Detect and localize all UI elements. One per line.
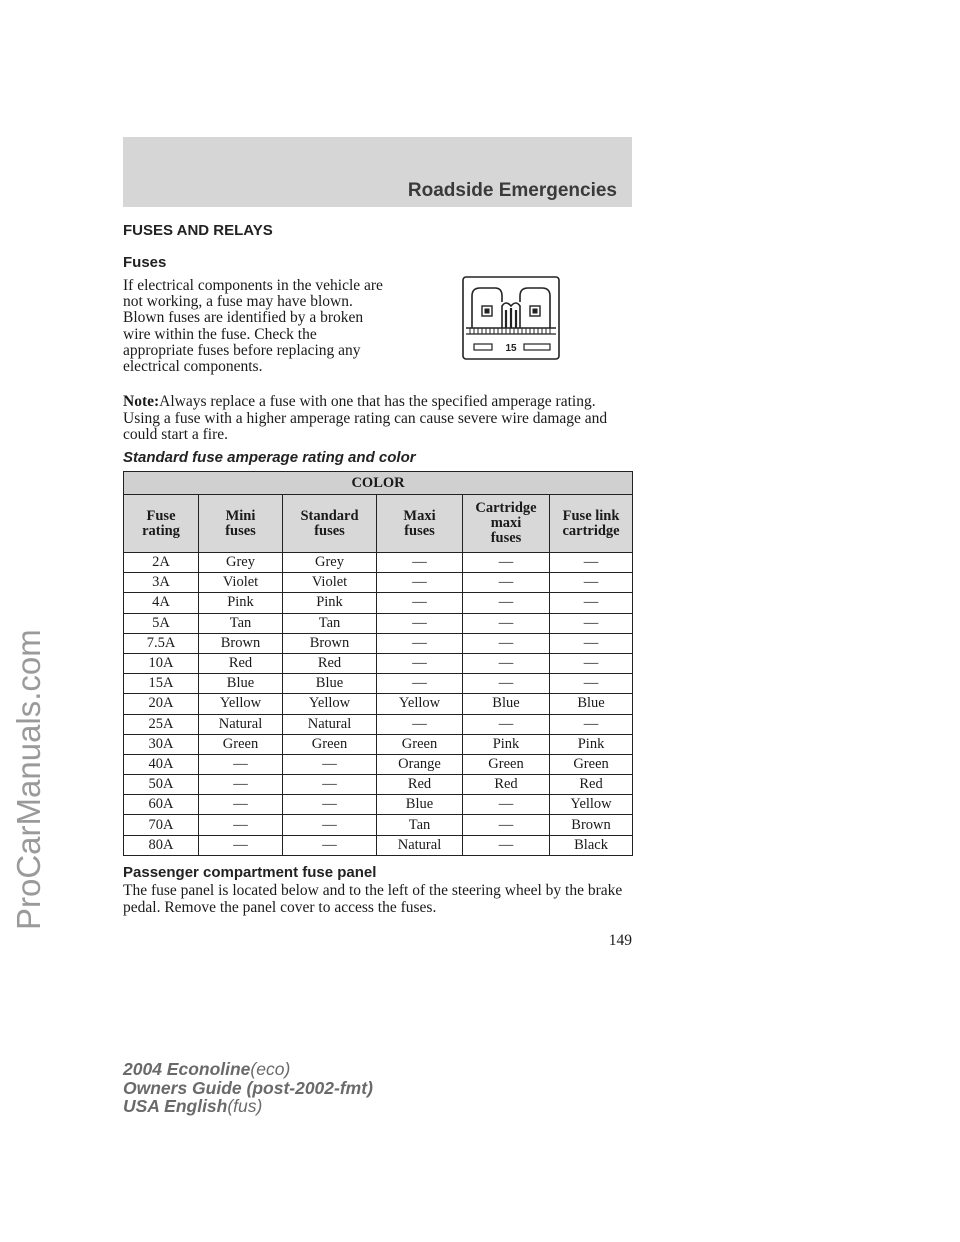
column-header: [550, 495, 633, 553]
table-cell: 3A: [124, 573, 199, 593]
table-cell: —: [463, 714, 550, 734]
column-header-line: fuses: [490, 530, 522, 546]
column-header: [463, 495, 550, 553]
column-header-line: fuses: [404, 522, 435, 539]
table-cell: Tan: [199, 613, 283, 633]
table-cell: —: [283, 795, 377, 815]
table-cell: —: [550, 593, 633, 613]
table-cell: —: [463, 795, 550, 815]
table-row: [124, 795, 633, 815]
table-cell: Pink: [283, 593, 377, 613]
table-cell: —: [550, 553, 633, 573]
column-header: [199, 495, 283, 553]
column-header-line: maxi: [490, 515, 522, 531]
table-cell: —: [377, 714, 463, 734]
table-cell: —: [199, 815, 283, 835]
table-cell: 70A: [124, 815, 199, 835]
table-cell: 30A: [124, 734, 199, 754]
table-cell: —: [550, 714, 633, 734]
table-cell: —: [283, 754, 377, 774]
table-cell: —: [550, 653, 633, 673]
table-title: Standard fuse amperage rating and color: [123, 449, 416, 466]
table-row: [124, 653, 633, 673]
table-row: [124, 775, 633, 795]
table-cell: —: [463, 633, 550, 653]
column-header-line: rating: [142, 522, 180, 539]
table-cell: —: [463, 653, 550, 673]
table-row: [124, 835, 633, 855]
table-cell: Natural: [199, 714, 283, 734]
table-cell: Blue: [199, 674, 283, 694]
section-title: Roadside Emergencies: [407, 180, 617, 201]
column-header-line: Standard: [300, 507, 359, 524]
table-cell: 25A: [124, 714, 199, 734]
fuse-color-table: [123, 471, 633, 856]
table-cell: —: [377, 593, 463, 613]
table-cell: —: [550, 613, 633, 633]
table-cell: 2A: [124, 553, 199, 573]
fuse-icon: [462, 276, 560, 360]
table-cell: —: [463, 613, 550, 633]
table-cell: Brown: [283, 633, 377, 653]
table-cell: Pink: [463, 734, 550, 754]
column-header: [124, 495, 199, 553]
table-cell: —: [463, 593, 550, 613]
footer-language-code: (fus): [227, 1096, 263, 1116]
table-cell: Red: [377, 775, 463, 795]
table-cell: 10A: [124, 653, 199, 673]
table-cell: Green: [199, 734, 283, 754]
table-cell: Blue: [377, 795, 463, 815]
table-cell: 60A: [124, 795, 199, 815]
column-header-line: Fuse: [146, 507, 176, 524]
table-cell: Blue: [550, 694, 633, 714]
table-cell: 80A: [124, 835, 199, 855]
table-cell: —: [283, 775, 377, 795]
table-cell: 15A: [124, 674, 199, 694]
table-cell: Brown: [550, 815, 633, 835]
table-cell: 4A: [124, 593, 199, 613]
table-cell: —: [199, 775, 283, 795]
footer: [123, 1060, 373, 1116]
fuses-subheading: Fuses: [123, 254, 167, 271]
table-cell: Violet: [283, 573, 377, 593]
passenger-paragraph: The fuse panel is located below and to the left of the steering wheel by the brake pedal. Remove the panel cover to access the fuses.: [123, 882, 623, 916]
color-group-header: COLOR: [124, 472, 633, 495]
table-row: [124, 694, 633, 714]
table-cell: —: [377, 573, 463, 593]
column-header-line: Fuse link: [562, 507, 620, 524]
table-cell: 50A: [124, 775, 199, 795]
note-paragraph: [123, 394, 633, 444]
column-header: [283, 495, 377, 553]
table-cell: Blue: [283, 674, 377, 694]
table-cell: —: [377, 613, 463, 633]
table-cell: —: [550, 633, 633, 653]
table-cell: —: [463, 553, 550, 573]
table-cell: Orange: [377, 754, 463, 774]
table-cell: —: [283, 835, 377, 855]
footer-model-code: (eco): [250, 1059, 291, 1079]
table-cell: —: [377, 653, 463, 673]
column-header-line: cartridge: [562, 522, 620, 539]
table-row: [124, 633, 633, 653]
table-cell: Green: [283, 734, 377, 754]
table-cell: —: [377, 553, 463, 573]
passenger-subheading: Passenger compartment fuse panel: [123, 864, 377, 881]
table-cell: Grey: [283, 553, 377, 573]
table-cell: Green: [377, 734, 463, 754]
table-cell: —: [463, 815, 550, 835]
table-cell: Pink: [550, 734, 633, 754]
table-cell: Natural: [283, 714, 377, 734]
table-row: [124, 553, 633, 573]
table-row: [124, 593, 633, 613]
table-cell: —: [199, 754, 283, 774]
table-row: [124, 674, 633, 694]
table-cell: 5A: [124, 613, 199, 633]
intro-paragraph: If electrical components in the vehicle are not working, a fuse may have blown. Blown fuses are identified by a broken wire within the fuse. Check the appropriate fuses before replacing any electrical components.: [123, 277, 383, 376]
table-cell: Red: [463, 775, 550, 795]
table-cell: —: [550, 573, 633, 593]
table-cell: Natural: [377, 835, 463, 855]
table-cell: Yellow: [199, 694, 283, 714]
table-cell: Pink: [199, 593, 283, 613]
footer-language: USA English: [123, 1096, 228, 1116]
column-header-line: Cartridge: [475, 500, 537, 516]
table-cell: —: [550, 674, 633, 694]
note-label: Note:: [123, 393, 160, 410]
table-cell: Yellow: [377, 694, 463, 714]
table-cell: Tan: [283, 613, 377, 633]
table-row: [124, 714, 633, 734]
table-row: [124, 754, 633, 774]
table-cell: Green: [463, 754, 550, 774]
column-header-line: fuses: [225, 522, 256, 539]
table-cell: 40A: [124, 754, 199, 774]
note-body: Always replace a fuse with one that has the specified amperage rating. Using a fuse with a higher amperage rating can cause severe wire damage and could start a fire.: [123, 393, 608, 443]
table-cell: Red: [550, 775, 633, 795]
table-cell: Red: [199, 653, 283, 673]
page-heading: FUSES AND RELAYS: [123, 222, 273, 239]
table-row: [124, 815, 633, 835]
table-cell: —: [199, 835, 283, 855]
column-header: [377, 495, 463, 553]
table-row: [124, 613, 633, 633]
fuse-rating-label: 15: [505, 343, 517, 354]
table-cell: —: [199, 795, 283, 815]
watermark: ProCarManuals.com: [10, 629, 47, 930]
table-cell: 7.5A: [124, 633, 199, 653]
table-cell: Yellow: [283, 694, 377, 714]
column-header-line: Mini: [225, 507, 256, 524]
table-cell: Brown: [199, 633, 283, 653]
table-cell: —: [283, 815, 377, 835]
table-cell: Violet: [199, 573, 283, 593]
column-header-line: fuses: [314, 522, 345, 539]
table-cell: Red: [283, 653, 377, 673]
table-cell: Blue: [463, 694, 550, 714]
table-cell: Grey: [199, 553, 283, 573]
table-cell: —: [377, 633, 463, 653]
page-number: 149: [608, 932, 632, 949]
table-row: [124, 573, 633, 593]
table-row: [124, 734, 633, 754]
table-cell: Tan: [377, 815, 463, 835]
footer-model: 2004 Econoline: [123, 1059, 251, 1079]
table-cell: Yellow: [550, 795, 633, 815]
column-header-line: Maxi: [403, 507, 436, 524]
footer-guide: Owners Guide (post-2002-fmt): [123, 1077, 373, 1098]
table-cell: —: [463, 835, 550, 855]
table-cell: —: [463, 573, 550, 593]
table-cell: Black: [550, 835, 633, 855]
table-cell: —: [463, 674, 550, 694]
table-cell: —: [377, 674, 463, 694]
table-cell: Green: [550, 754, 633, 774]
table-cell: 20A: [124, 694, 199, 714]
